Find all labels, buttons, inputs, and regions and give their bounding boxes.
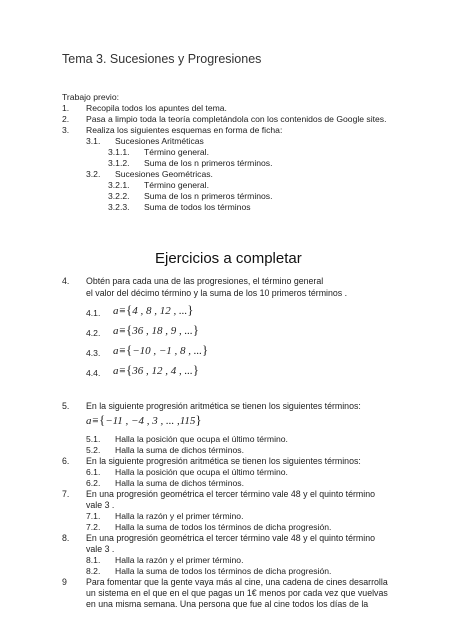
ex4-3-number: 4.3.	[86, 348, 101, 358]
ejercicios-heading: Ejercicios a completar	[155, 250, 302, 267]
ex4-1-terms: 4 , 8 , 12 , ...	[132, 305, 188, 317]
ex5-terms: −11 , −4 , 3 , ... ,115	[105, 415, 196, 427]
previo-text-3-1-2: Suma de los n primeros términos.	[144, 158, 273, 168]
previo-text-3-1: Sucesiones Aritméticas	[115, 136, 204, 146]
ex7-2-text: Halla la suma de todos los términos de dicha progresión.	[115, 522, 332, 532]
ex6-2-text: Halla la suma de dichos términos.	[115, 478, 244, 488]
ex8-line-1: En una progresión geométrica el tercer término vale 48 y el quinto término	[86, 533, 375, 543]
previo-num-2: 2.	[62, 114, 70, 124]
ex8-1-text: Halla la razón y el primer término.	[115, 555, 244, 565]
previo-text-2: Pasa a limpio toda la teoría completándola con los contenidos de Google sites.	[86, 114, 387, 124]
ex4-3-terms: −10 , −1 , 8 , ...	[132, 345, 203, 357]
previo-text-3-1-1: Término general.	[144, 147, 209, 157]
ex9-line-2: un sistema en el que en el que pagas un 1€ menos por cada vez que vuelvas	[86, 588, 388, 598]
previo-text-3-2: Sucesiones Geométricas.	[115, 169, 213, 179]
ex4-4-number: 4.4.	[86, 368, 101, 378]
previo-num-3-2-2: 3.2.2.	[108, 191, 130, 201]
previo-num-3-2: 3.2.	[86, 169, 101, 179]
ex4-2-terms: 36 , 18 , 9 , ...	[132, 325, 193, 337]
ex5-2-number: 5.2.	[86, 445, 101, 455]
previo-num-3-2-3: 3.2.3.	[108, 202, 130, 212]
ex5-number: 5.	[62, 401, 70, 411]
ex4-4-sequence: a≡{36 , 12 , 4 , ...}	[113, 362, 199, 377]
ex8-2-number: 8.2.	[86, 566, 101, 576]
ex4-2-number: 4.2.	[86, 328, 101, 338]
ex7-number: 7.	[62, 489, 70, 499]
ex7-1-text: Halla la razón y el primer término.	[115, 511, 244, 521]
ex4-line-2: el valor del décimo término y la suma de los 10 primeros términos .	[86, 288, 348, 298]
ex5-sequence: a≡{−11 , −4 , 3 , ... ,115}	[86, 412, 202, 427]
ex7-2-number: 7.2.	[86, 522, 101, 532]
ex5-line: En la siguiente progresión aritmética se tienen los siguientes términos:	[86, 401, 361, 411]
ex6-1-number: 6.1.	[86, 467, 101, 477]
ex8-2-text: Halla la suma de todos los términos de dicha progresión.	[115, 566, 332, 576]
ex9-number: 9	[62, 577, 67, 587]
ex6-number: 6.	[62, 456, 70, 466]
previo-text-3: Realiza los siguientes esquemas en forma de ficha:	[86, 125, 283, 135]
previo-num-3: 3.	[62, 125, 70, 135]
ex9-line-1: Para fomentar que la gente vaya más al cine, una cadena de cines desarrolla	[86, 577, 388, 587]
previo-text-3-2-2: Suma de los n primeros términos.	[144, 191, 273, 201]
previo-text-3-2-1: Término general.	[144, 180, 209, 190]
previo-text-3-2-3: Suma de todos los términos	[144, 202, 251, 212]
ex7-line-1: En una progresión geométrica el tercer término vale 48 y el quinto término	[86, 489, 375, 499]
ex6-2-number: 6.2.	[86, 478, 101, 488]
ex9-line-3: en una misma semana. Una persona que fue al cine todos los días de la	[86, 599, 369, 609]
ex4-number: 4.	[62, 276, 70, 286]
ex5-1-number: 5.1.	[86, 434, 101, 444]
previo-num-3-1-2: 3.1.2.	[108, 158, 130, 168]
previo-heading: Trabajo previo:	[62, 92, 120, 102]
ex4-3-sequence: a≡{−10 , −1 , 8 , ...}	[113, 342, 209, 357]
ex4-line-1: Obtén para cada una de las progresiones, el término general	[86, 276, 324, 286]
document-title: Tema 3. Sucesiones y Progresiones	[62, 52, 262, 66]
ex6-line: En la siguiente progresión aritmética se tienen los siguientes términos:	[86, 456, 361, 466]
previo-num-3-2-1: 3.2.1.	[108, 180, 130, 190]
ex7-line-2: vale 3 .	[86, 500, 115, 510]
previo-num-3-1-1: 3.1.1.	[108, 147, 130, 157]
ex8-1-number: 8.1.	[86, 555, 101, 565]
ex5-1-text: Halla la posición que ocupa el último término.	[115, 434, 288, 444]
previo-text-1: Recopila todos los apuntes del tema.	[86, 103, 227, 113]
ex4-2-sequence: a≡{36 , 18 , 9 , ...}	[113, 322, 199, 337]
ex4-1-number: 4.1.	[86, 308, 101, 318]
previo-num-1: 1.	[62, 103, 70, 113]
ex5-2-text: Halla la suma de dichos términos.	[115, 445, 244, 455]
ex4-1-sequence: a≡{4 , 8 , 12 , ...}	[113, 302, 194, 317]
previo-num-3-1: 3.1.	[86, 136, 101, 146]
ex4-4-terms: 36 , 12 , 4 , ...	[132, 365, 193, 377]
ex8-line-2: vale 3 .	[86, 544, 115, 554]
ex7-1-number: 7.1.	[86, 511, 101, 521]
ex8-number: 8.	[62, 533, 70, 543]
ex6-1-text: Halla la posición que ocupa el último término.	[115, 467, 288, 477]
